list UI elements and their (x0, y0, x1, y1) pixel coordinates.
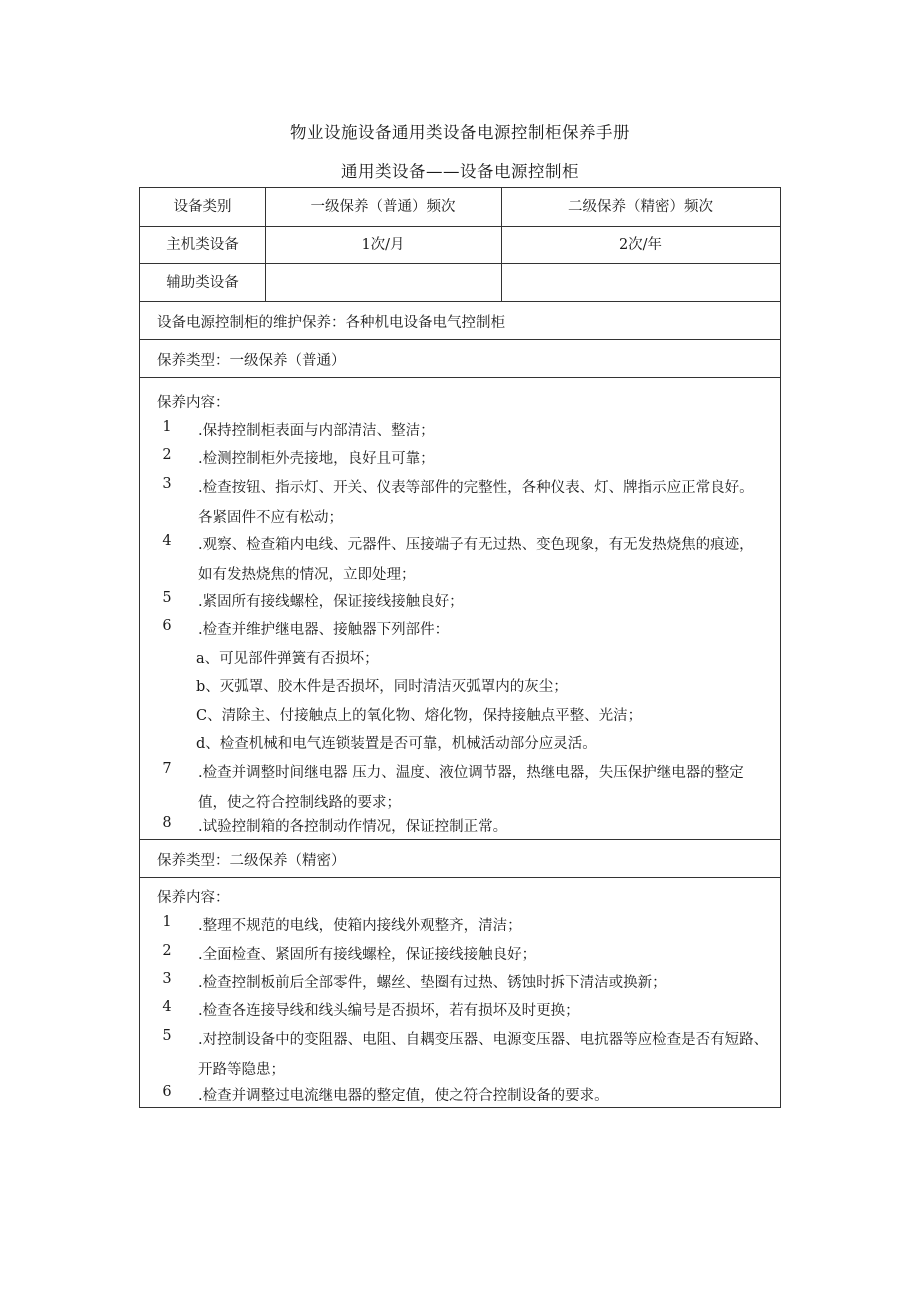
list-item (140, 943, 780, 972)
item-number: 8 (162, 815, 172, 831)
row-main-category: 主机类设备 (166, 237, 239, 253)
row-main-level2: 2次/年 (618, 237, 663, 253)
sub-item: d、检查机械和电气连锁装置是否可靠，机械活动部分应灵活。 (196, 736, 597, 752)
item-number: 4 (162, 533, 172, 549)
list-item (140, 1084, 780, 1113)
item-number: 7 (162, 761, 172, 777)
item-number: 2 (162, 943, 172, 959)
item-text: .保持控制柜表面与内部清洁、整洁； (198, 423, 435, 439)
item-text: .检测控制柜外壳接地，良好且可靠； (198, 451, 435, 467)
list-item (140, 1028, 780, 1086)
item-number: 5 (162, 1028, 172, 1044)
item-text: .紧固所有接线螺栓，保证接线接触良好； (198, 594, 464, 610)
list-item (140, 618, 780, 647)
list-item (140, 999, 780, 1028)
row-divider (140, 377, 780, 378)
row-divider (140, 339, 780, 340)
item-text-continued: 开路等隐患； (198, 1062, 285, 1078)
list-item (140, 476, 780, 534)
list-item (140, 761, 780, 819)
item-text: .整理不规范的电线，使箱内接线外观整齐，清洁； (198, 918, 522, 934)
header-level1-frequency: 一级保养（普通）频次 (310, 199, 456, 215)
item-text: .检查并维护继电器、接触器下列部件： (198, 622, 450, 638)
item-number: 1 (162, 419, 172, 435)
item-text-continued: 各紧固件不应有松动； (198, 510, 343, 526)
item-text: .检查并调整过电流继电器的整定值，使之符合控制设备的要求。 (198, 1088, 609, 1104)
document-subtitle: 通用类设备——设备电源控制柜 (341, 162, 579, 181)
item-number: 1 (162, 914, 172, 930)
list-item (140, 533, 780, 591)
list-item (140, 419, 780, 448)
row-aux-category: 辅助类设备 (166, 275, 239, 291)
row-main-level1: 1次/月 (361, 237, 405, 253)
row-divider (140, 877, 780, 878)
sub-item: C、清除主、付接触点上的氧化物、熔化物，保持接触点平整、光洁； (196, 708, 643, 724)
row-aux-level2 (501, 264, 780, 302)
level2-content-label: 保养内容： (157, 890, 230, 906)
sub-item: a、可见部件弹簧有否损坏； (196, 651, 379, 667)
list-item (140, 447, 780, 476)
item-text: .试验控制箱的各控制动作情况，保证控制正常。 (198, 819, 508, 835)
list-item (140, 914, 780, 943)
item-text: .观察、检查箱内电线、元器件、压接端子有无过热、变色现象，有无发热烧焦的痕迹， (198, 537, 754, 553)
item-number: 4 (162, 999, 172, 1015)
item-number: 3 (162, 971, 172, 987)
item-text: .检查控制板前后全部零件，螺丝、垫圈有过热、锈蚀时拆下清洁或换新； (198, 975, 667, 991)
header-category: 设备类别 (173, 199, 232, 215)
item-number: 5 (162, 590, 172, 606)
header-level2-frequency: 二级保养（精密）频次 (568, 199, 713, 215)
sub-item: b、灭弧罩、胶木件是否损坏，同时清洁灭弧罩内的灰尘； (196, 679, 568, 695)
level1-content-label: 保养内容： (157, 395, 230, 411)
list-item (140, 971, 780, 1000)
item-text: .全面检查、紧固所有接线螺栓，保证接线接触良好； (198, 947, 537, 963)
item-number: 2 (162, 447, 172, 463)
item-text-continued: 如有发热烧焦的情况，立即处理； (198, 567, 416, 583)
item-text: .检查各连接导线和线头编号是否损坏，若有损坏及时更换； (198, 1003, 580, 1019)
item-text: .检查按钮、指示灯、开关、仪表等部件的完整性，各种仪表、灯、牌指示应正常良好。 (198, 480, 754, 496)
row-aux-level1 (265, 264, 501, 302)
list-item (140, 815, 780, 844)
list-item (140, 590, 780, 619)
item-text-continued: 值，使之符合控制线路的要求； (198, 795, 401, 811)
item-number: 6 (162, 1084, 172, 1100)
level1-type: 保养类型：一级保养（普通） (157, 353, 346, 369)
item-text: .检查并调整时间继电器 压力、温度、液位调节器，热继电器，失压保护继电器的整定 (198, 765, 744, 781)
maintenance-scope: 设备电源控制柜的维护保养：各种机电设备电气控制柜 (157, 315, 505, 331)
level2-type: 保养类型：二级保养（精密） (157, 853, 346, 869)
item-number: 6 (162, 618, 172, 634)
maintenance-table (139, 187, 781, 1108)
item-text: .对控制设备中的变阻器、电阻、自耦变压器、电源变压器、电抗器等应检查是否有短路、 (198, 1032, 769, 1048)
document-title: 物业设施设备通用类设备电源控制柜保养手册 (290, 123, 630, 142)
item-number: 3 (162, 476, 172, 492)
